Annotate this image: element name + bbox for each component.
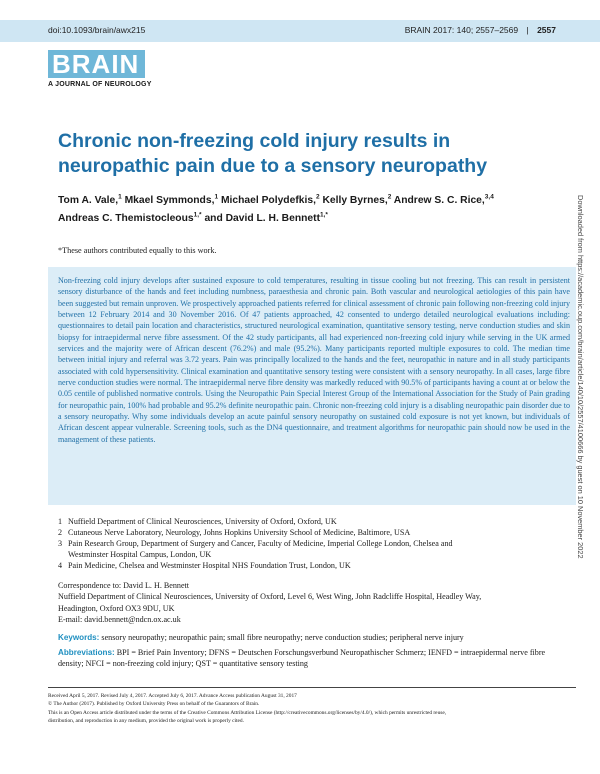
footer-copyright: © The Author (2017). Published by Oxford University Press on behalf of the Guarantors of Brain. [48,701,260,708]
author: Michael Polydefkis,$^2$ [220,194,320,207]
page-number: 2557 [537,25,556,35]
journal-subtitle: A JOURNAL OF NEUROLOGY [48,81,152,88]
correspondence-name: Correspondence to: David L. H. Bennett [58,581,190,590]
affiliation-2: 2 Cutaneous Nerve Laboratory, Neurology, Johns Hopkins University School of Medicine, Baltimore, USA [58,528,411,537]
footer [48,692,578,726]
affiliation-3: 3 Pain Research Group, Department of Surgery and Cancer, Faculty of Medicine, Imperial College London, Chelsea and Westminster Hospital Campus, London, UK [58,539,453,559]
download-sidebar [575,195,595,655]
keywords-text: sensory neuropathy; neuropathic pain; small fibre neuropathy; nerve conduction studies; peripheral nerve injury [101,633,464,642]
affiliation-1: 1 Nuffield Department of Clinical Neurosciences, University of Oxford, Oxford, UK [58,517,337,526]
keywords-label: Keywords: [58,633,100,642]
abbreviations [58,647,570,669]
author: Mkael Symmonds,$^1$ [124,194,219,207]
affiliation-4: 4 Pain Medicine, Chelsea and Westminster Hospital NHS Foundation Trust, London, UK [58,561,351,570]
keywords [58,632,568,643]
author: Tom A. Vale,$^1$ [58,194,122,207]
footer-license-cont: distribution, and reproduction in any medium, provided the original work is properly cited. [48,718,244,725]
running-head [405,25,556,35]
footer-license: This is an Open Access article distributed under the terms of the Creative Commons Attribution License (http://creativecommons.org/licenses/by/4.0/), which permits unrestricted reuse, [48,709,447,716]
footer-dates: Received April 5, 2017. Revised July 4, 2017. Accepted July 6, 2017. Advance Access publication August 31, 2017 [48,693,297,699]
correspondence-address: Nuffield Department of Clinical Neurosciences, University of Oxford, Level 6, West Wing, John Radcliffe Hospital, Headley Way, [58,592,482,602]
journal-citation: BRAIN 2017: 140; 2557–2569 [404,25,519,35]
journal-logo: BRAIN [48,50,145,78]
abstract-text: Non-freezing cold injury develops after sustained exposure to cold temperatures, resulting in tissue cooling but not freezing. This can result in persistent sensory disturbance of the hands and feet including numbness, paraesthesia and chronic pain. Both vascular and neurological aetiologies of this pain have been suggested but remain unproven. We prospectively approached patients referred for clinical assessment of chronic pain following non-freezing cold injury between 12 February 2014 and 30 November 2016. Of 47 patients approached, 42 consented to undergo detailed neurological evaluations including: questionnaires to detail pain location and characteristics, structured neurological examination, quantitative sensory testing, nerve conduction studies and skin biopsy for intraepidermal nerve fibre assessment. Of the 42 study participants, all had experienced non-freezing cold injury while serving in the UK armed services and the majority were of African descent (76.2%) and male (95.2%). Many participants reported multiple exposures to cold. The median time between initial injury and referral was 3.72 years. Pain was principally localized to the hands and the feet, neuropathic in nature and in all study participants associated with cold hypersensitivity. Clinical examination and quantitative sensory testing were consistent with a sensory neuropathy. In all cases, large fibre nerve conduction studies were normal. The intraepidermal nerve fibre density was markedly reduced with 90.5% of participants having a count at or below the 0.05 centile of published normative controls. Using the Neuropathic Pain Special Interest Group of the International Association for the Study of Pain grading for neuropathic pain, 100% had probable and 95.2% definite neuropathic pain. Chronic non-freezing cold injury is a disabling neuropathic pain disorder due to a sensory neuropathy. Why some individuals develop an acute painful sensory neuropathy on sustained cold exposure is not yet known, but individuals of African descent appear vulnerable. Screening tools, such as the DN4 questionnaire, and treatment algorithms for neuropathic pain should now be used in the management of these patients. [58,276,570,444]
correspondence-email[interactable]: E-mail: david.bennett@ndcn.ox.ac.uk [58,615,181,625]
author: and David L. H. Bennett$^{1,*}$ [204,211,328,225]
correspondence [58,580,568,626]
abbreviations-text: BPI = Brief Pain Inventory; DFNS = Deutschen Forschungsverbund Neuropathischer Schmerz; IENFD = intraepidermal nerve fibre density; NFCI = non-freezing cold injury; QST = quantitative sensory testing [58,648,546,669]
footer-divider [48,687,576,688]
header-separator: | [526,25,529,35]
article-title: Chronic non-freezing cold injury results in neuropathic pain due to a sensory neuropathy [58,130,488,177]
abbreviations-label: Abbreviations: [58,648,115,657]
download-note: Downloaded from https://academic.oup.com/brain/article/140/10/2557/4100666 by guest on 10 November 2022 [576,195,585,559]
author: Andreas C. Themistocleous$^{1,*}$ [58,211,202,225]
author: Andrew S. C. Rice,$^{3,4}$ [393,194,494,207]
correspondence-address-cont: Headington, Oxford OX3 9DU, UK [58,603,175,613]
author: Kelly Byrnes,$^2$ [322,194,392,207]
doi-link[interactable]: doi:10.1093/brain/awx215 [48,25,146,35]
equal-contribution-note: *These authors contributed equally to this work. [58,246,217,255]
author-list [58,191,578,227]
